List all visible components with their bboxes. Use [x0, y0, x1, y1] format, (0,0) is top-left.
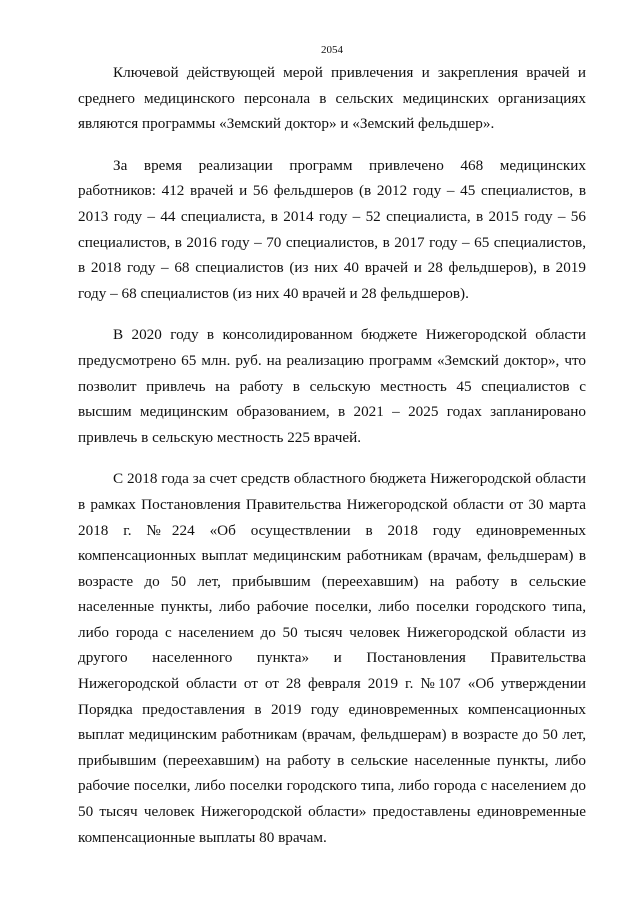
paragraph-recruitment-stats: За время реализации программ привлечено 468 медицинских работников: 412 врачей и 56 фельдшеров (в 2012 году – 45 специалистов, в 2013 году – 44 специалиста, в 2014 году – 52 специалиста, в 2015 году – 56 специалистов, в 2016 году – 70 специалистов, в 2017 году – 65 специалистов, в 2018 году – 68 специалистов (из них 40 врачей и 28 фельдшеров), в 2019 году – 68 специалистов (из них 40 врачей и 28 фельдшеров). — [78, 156, 586, 302]
page-number: 2054 — [321, 44, 343, 56]
document-body — [78, 60, 586, 866]
paragraph-zemsky-programs: Ключевой действующей мерой привлечения и закрепления врачей и среднего медицинского персонала в сельских медицинских организациях являются программы «Земский доктор» и «Земский фельдшер». — [78, 64, 586, 133]
paragraph-budget-2020: В 2020 году в консолидированном бюджете Нижегородской области предусмотрено 65 млн. руб. на реализацию программ «Земский доктор», что позволит привлечь на работу в сельскую местность 45 специалистов с высшим медицинским образованием, в 2021 – 2025 годах запланировано привлечь в сельскую местность 225 врачей. — [78, 326, 586, 446]
paragraph-compensation-payments: С 2018 года за счет средств областного бюджета Нижегородской области в рамках Постановления Правительства Нижегородской области от 30 марта 2018 г. №224 «Об осуществлении в 2018 году единовременных компенсационных выплат медицинским работникам (врачам, фельдшерам) в возрасте до 50 лет, прибывшим (переехавшим) на работу в сельские населенные пункты, либо рабочие поселки, либо поселки городского типа, либо города с населением до 50 тысяч человек Нижегородской области из другого населенного пункта» и Постановления Правительства Нижегородской области от от 28 февраля 2019 г. №107 «Об утверждении Порядка предоставления в 2019 году единовременных компенсационных выплат медицинским работникам (врачам, фельдшерам) в возрасте до 50 лет, прибывшим (переехавшим) на работу в сельские населенные пункты, либо рабочие поселки, либо поселки городского типа, либо города с населением до 50 тысяч человек Нижегородской области» предоставлены единовременные компенсационные выплаты 80 врачам. — [78, 470, 586, 846]
